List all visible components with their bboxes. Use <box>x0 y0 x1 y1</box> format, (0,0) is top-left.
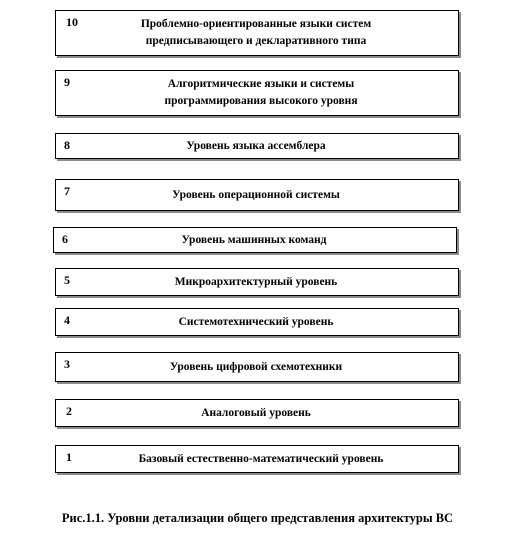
level-number: 7 <box>64 184 70 198</box>
level-box <box>55 70 459 116</box>
level-box <box>55 352 459 382</box>
level-label: Системотехнический уровень <box>178 316 334 328</box>
level-box <box>53 227 457 253</box>
level-box <box>55 399 459 427</box>
level-label: Уровень языка ассемблера <box>186 140 326 152</box>
level-box <box>55 308 459 336</box>
level-number: 3 <box>64 357 70 371</box>
level-number: 1 <box>66 450 72 464</box>
level-label: Уровень машинных команд <box>181 234 327 246</box>
level-label: Проблемно-ориентированные языки систем предписывающего и декларативного типа <box>140 18 372 47</box>
level-box <box>55 179 459 211</box>
level-box <box>55 445 459 473</box>
level-number: 9 <box>64 75 70 89</box>
figure-caption: Рис.1.1. Уровни детализации общего представления архитектуры ВС <box>61 511 454 525</box>
level-number: 2 <box>66 404 72 418</box>
level-number: 8 <box>64 138 70 152</box>
level-label: Базовый естественно-математический уровень <box>138 453 384 465</box>
level-number: 5 <box>64 273 70 287</box>
level-label: Алгоритмические языки и системы программирования высокого уровня <box>164 78 358 107</box>
level-number: 6 <box>62 232 68 246</box>
level-box <box>55 268 459 296</box>
level-label: Уровень операционной системы <box>172 189 340 201</box>
level-label: Уровень цифровой схемотехники <box>169 361 343 373</box>
level-box <box>55 133 459 159</box>
level-label: Аналоговый уровень <box>201 407 311 419</box>
level-box <box>55 10 459 56</box>
level-number: 4 <box>64 313 70 327</box>
level-number: 10 <box>66 15 78 29</box>
level-label: Микроархитектурный уровень <box>174 276 338 288</box>
